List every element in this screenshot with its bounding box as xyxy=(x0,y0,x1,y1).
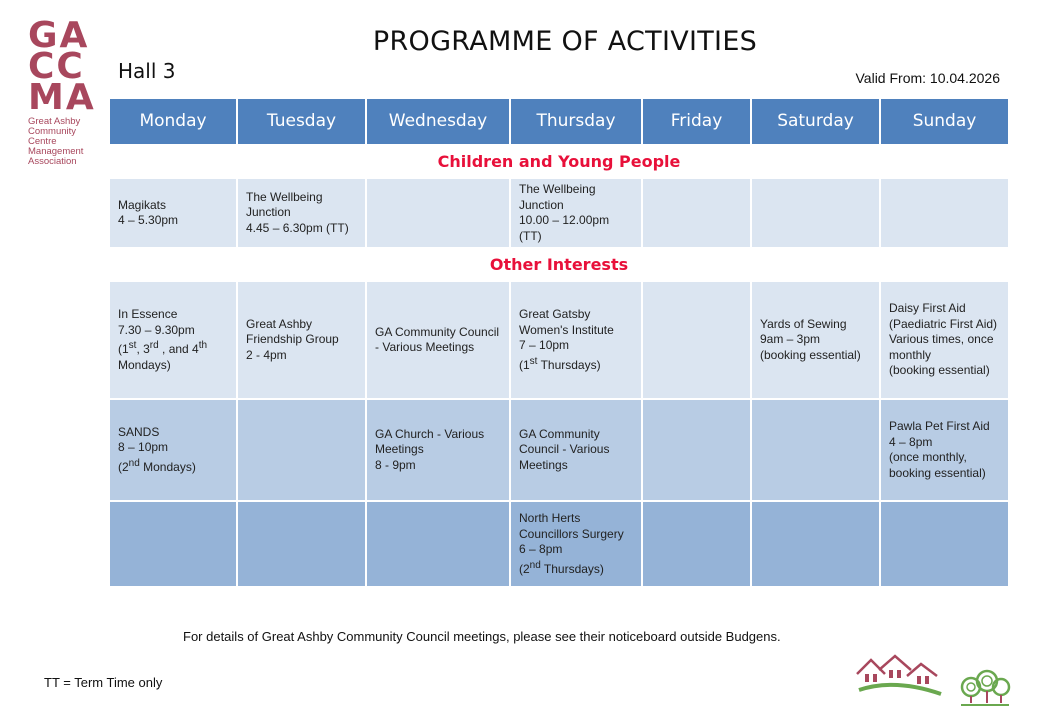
logo-sub-line: Great Ashby xyxy=(28,116,81,127)
activity-name: Daisy First Aid (Paediatric First Aid) xyxy=(889,301,998,331)
ordinal-suffix: th xyxy=(198,340,208,351)
ordinal-suffix: rd xyxy=(149,340,159,351)
houses-logo-icon xyxy=(855,654,945,700)
note-text: (2 xyxy=(519,561,530,576)
day-header-tuesday: Tuesday xyxy=(237,98,366,145)
activity-time: 4 – 8pm xyxy=(889,434,933,449)
activity-time: 4.45 – 6.30pm (TT) xyxy=(246,220,349,235)
activity-name: GA Community Council - Various Meetings xyxy=(519,426,610,472)
activity-cell-thursday xyxy=(510,501,642,587)
activity-cell-sunday xyxy=(880,399,1009,501)
activity-cell-wednesday xyxy=(366,399,510,501)
empty-cell xyxy=(366,178,510,248)
activity-time: 2 - 4pm xyxy=(246,347,287,362)
activity-cell-thursday xyxy=(510,178,642,248)
logo-line-3: MA xyxy=(28,77,96,118)
empty-cell xyxy=(642,399,751,501)
activity-cell-monday xyxy=(109,281,237,399)
council-meetings-note: For details of Great Ashby Community Council meetings, please see their noticeboard outside Budgens. xyxy=(183,629,781,644)
logo-line-1: GA xyxy=(28,15,90,56)
activity-cell-monday xyxy=(109,178,237,248)
section-row-children xyxy=(109,145,1009,178)
day-header-saturday: Saturday xyxy=(751,98,880,145)
activity-time: 7 – 10pm xyxy=(519,338,570,352)
page-title: PROGRAMME OF ACTIVITIES xyxy=(372,26,758,57)
activity-name: North Herts Councillors Surgery xyxy=(519,511,624,541)
section-heading-other: Other Interests xyxy=(109,248,1009,281)
activity-time: 8 – 10pm xyxy=(118,440,169,455)
gaccma-logo xyxy=(28,15,108,167)
table-row xyxy=(109,501,1009,587)
activity-name: SANDS xyxy=(118,424,160,439)
activity-time: 10.00 – 12.00pm (TT) xyxy=(519,213,610,243)
empty-cell xyxy=(751,399,880,501)
empty-cell xyxy=(751,178,880,248)
note-text: (1 xyxy=(118,342,129,356)
note-text: (2 xyxy=(118,459,129,474)
ordinal-suffix: nd xyxy=(128,457,140,469)
logo-sub-line: Community xyxy=(28,126,77,137)
table-row xyxy=(109,399,1009,501)
activity-time: 8 - 9pm xyxy=(375,457,416,472)
empty-cell xyxy=(880,501,1009,587)
logo-subtitle xyxy=(28,117,108,167)
activity-cell-saturday xyxy=(751,281,880,399)
note-text: Mondays) xyxy=(118,357,171,372)
empty-cell xyxy=(366,501,510,587)
activity-cell-monday xyxy=(109,399,237,501)
ordinal-suffix: st xyxy=(128,340,137,351)
activity-note: (booking essential) xyxy=(889,363,990,378)
activity-name: Pawla Pet First Aid xyxy=(889,419,990,433)
empty-cell xyxy=(237,399,366,501)
activity-cell-wednesday xyxy=(366,281,510,399)
activity-note: (booking essential) xyxy=(760,347,861,362)
activity-cell-tuesday xyxy=(237,281,366,399)
activity-time: 4 – 5.30pm xyxy=(118,213,179,227)
note-text: Thursdays) xyxy=(540,561,604,576)
section-row-other xyxy=(109,248,1009,281)
logo-sub-line: Association xyxy=(28,156,77,167)
empty-cell xyxy=(880,178,1009,248)
logo-line-2: CC xyxy=(28,46,85,87)
activity-time: 6 – 8pm xyxy=(519,542,563,556)
note-text: , and 4 xyxy=(158,342,199,356)
activity-note xyxy=(519,354,633,374)
day-header-sunday: Sunday xyxy=(880,98,1009,145)
note-text: Thursdays) xyxy=(537,357,601,372)
activity-note xyxy=(118,338,228,373)
day-header-friday: Friday xyxy=(642,98,751,145)
table-row xyxy=(109,281,1009,399)
activity-time: 9am – 3pm xyxy=(760,332,821,347)
trees-logo-icon xyxy=(957,667,1013,707)
activity-cell-thursday xyxy=(510,399,642,501)
logo-letters xyxy=(28,15,108,118)
logo-sub-line: Management xyxy=(28,146,84,157)
section-heading-children: Children and Young People xyxy=(109,145,1009,178)
ordinal-suffix: st xyxy=(529,355,538,367)
activity-name: The Wellbeing Junction xyxy=(519,182,596,212)
ordinal-suffix: nd xyxy=(529,559,541,571)
note-text: (1 xyxy=(519,357,530,372)
activity-time: Various times, once monthly xyxy=(889,332,994,362)
activity-note xyxy=(118,456,228,476)
empty-cell xyxy=(237,501,366,587)
activity-name: Great Ashby Friendship Group xyxy=(246,316,339,347)
note-text: , 3 xyxy=(136,342,150,356)
day-header-row xyxy=(109,98,1009,145)
activity-name: GA Community Council - Various Meetings xyxy=(375,324,500,354)
empty-cell xyxy=(109,501,237,587)
note-text: Mondays) xyxy=(139,459,196,474)
activity-name: The Wellbeing Junction xyxy=(246,189,323,220)
day-header-wednesday: Wednesday xyxy=(366,98,510,145)
activity-cell-tuesday xyxy=(237,178,366,248)
activity-name: Great Gatsby Women's Institute xyxy=(519,307,614,337)
activity-name: GA Church - Various Meetings xyxy=(375,426,485,457)
activity-cell-thursday xyxy=(510,281,642,399)
table-row xyxy=(109,178,1009,248)
empty-cell xyxy=(751,501,880,587)
activity-time: 7.30 – 9.30pm xyxy=(118,322,195,337)
term-time-key: TT = Term Time only xyxy=(44,675,163,690)
day-header-thursday: Thursday xyxy=(510,98,642,145)
hall-label: Hall 3 xyxy=(118,59,176,83)
activity-note xyxy=(519,558,633,578)
activity-name: Magikats xyxy=(118,197,167,212)
day-header-monday: Monday xyxy=(109,98,237,145)
activity-cell-sunday xyxy=(880,281,1009,399)
activity-name: Yards of Sewing xyxy=(760,316,847,331)
activity-name: In Essence xyxy=(118,307,178,321)
empty-cell xyxy=(642,281,751,399)
valid-from: Valid From: 10.04.2026 xyxy=(855,70,1000,86)
empty-cell xyxy=(642,178,751,248)
schedule-table xyxy=(108,97,1010,588)
empty-cell xyxy=(642,501,751,587)
logo-sub-line: Centre xyxy=(28,136,57,147)
activity-note: (once monthly, booking essential) xyxy=(889,450,986,480)
